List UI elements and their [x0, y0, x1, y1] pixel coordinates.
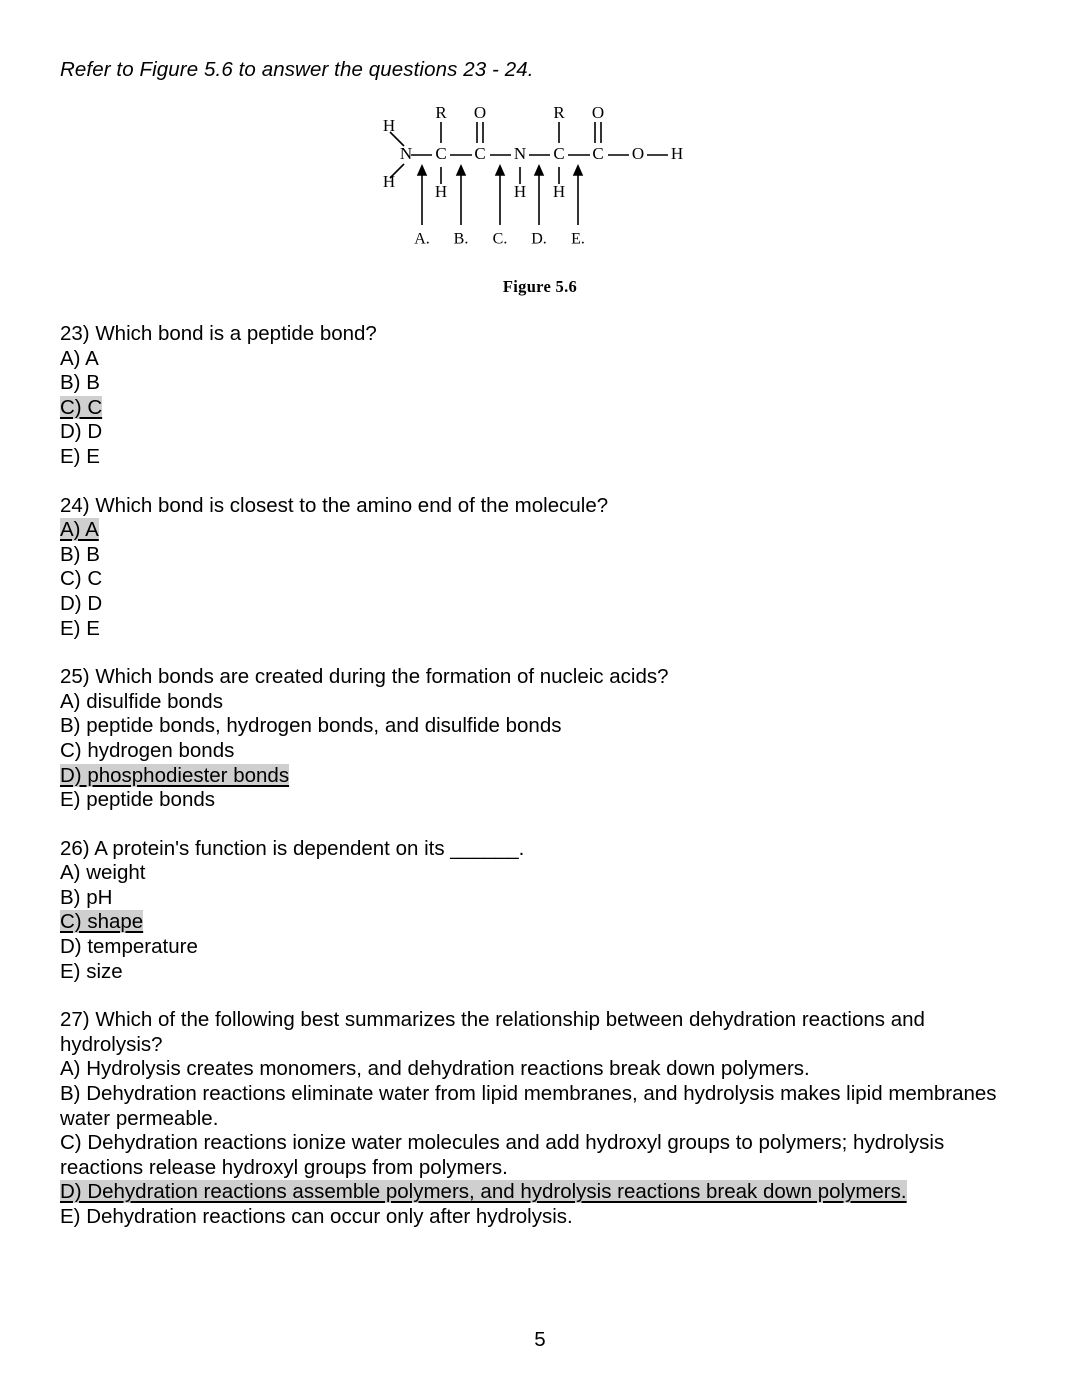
atom-label-h-amide: H: [513, 181, 527, 201]
answer-option-label: D) phosphodiester bonds: [60, 763, 290, 787]
question-stem: 25) Which bonds are created during the formation of nucleic acids?: [60, 665, 669, 689]
answer-option[interactable]: [60, 1131, 1020, 1180]
question-block: [60, 1008, 1020, 1229]
question-stem: 27) Which of the following best summarizes the relationship between dehydration reactions and hydrolysis?: [60, 1008, 925, 1056]
answer-option-label: E) size: [60, 959, 123, 983]
bond-label-c: C.: [492, 230, 508, 248]
bond-label-a: A.: [414, 230, 430, 248]
answer-option-label: C) C: [60, 567, 103, 591]
atom-label-c-carbonyl1: C: [474, 143, 486, 163]
answer-option[interactable]: [60, 690, 1020, 715]
answer-option[interactable]: [60, 1180, 1020, 1205]
page-number: 5: [534, 1328, 546, 1351]
atom-label-h-hydroxyl: H: [670, 143, 684, 163]
answer-option[interactable]: [60, 1082, 1020, 1131]
answer-option-label: D) temperature: [60, 935, 198, 959]
answer-option-label: A) A: [60, 346, 99, 370]
atom-label-h-alpha1: H: [434, 181, 448, 201]
answer-option[interactable]: [60, 617, 1020, 642]
bond-pointer-e: [574, 166, 582, 225]
answer-option-label: B) pH: [60, 885, 113, 909]
atom-label-o-hydroxyl: O: [631, 143, 645, 163]
answer-option-label: C) shape: [60, 910, 144, 934]
answer-option[interactable]: [60, 1057, 1020, 1082]
answer-option[interactable]: [60, 714, 1020, 739]
atom-label-h-alpha2: H: [552, 181, 566, 201]
bond-label-e: E.: [571, 230, 585, 248]
answer-option-label: B) B: [60, 542, 100, 566]
answer-option[interactable]: [60, 592, 1020, 617]
question-stem: 23) Which bond is a peptide bond?: [60, 322, 377, 345]
answer-option-label: B) Dehydration reactions eliminate water from lipid membranes, and hydrolysis makes lipid membranes water permeable.: [60, 1082, 997, 1130]
answer-option[interactable]: [60, 788, 1020, 813]
answer-option-label: A) disulfide bonds: [60, 689, 223, 713]
atom-label-c-alpha2: C: [553, 143, 565, 163]
answer-option-label: D) D: [60, 591, 103, 615]
answer-option[interactable]: [60, 347, 1020, 372]
answer-option[interactable]: [60, 960, 1020, 985]
answer-option[interactable]: [60, 1205, 1020, 1230]
answer-option[interactable]: [60, 543, 1020, 568]
figure-block: [0, 100, 1080, 297]
answer-option[interactable]: [60, 371, 1020, 396]
answer-option-label: A) A: [60, 518, 99, 542]
answer-option-label: C) hydrogen bonds: [60, 738, 235, 762]
question-block: [60, 322, 1020, 470]
answer-option[interactable]: [60, 567, 1020, 592]
bond-label-b: B.: [453, 230, 469, 248]
answer-option-label: E) peptide bonds: [60, 788, 216, 812]
answer-option-label: E) E: [60, 616, 100, 640]
atom-label-o-double2: O: [591, 102, 605, 122]
atom-label-r1: R: [435, 102, 447, 122]
bond-pointer-b: [457, 166, 465, 225]
atom-label-c-carbonyl2: C: [592, 143, 604, 163]
answer-option-label: C) C: [60, 395, 103, 419]
atom-label-r2: R: [553, 102, 565, 122]
answer-option[interactable]: [60, 518, 1020, 543]
answer-option-label: D) Dehydration reactions assemble polymers, and hydrolysis reactions break down polymers.: [60, 1180, 907, 1204]
answer-option[interactable]: [60, 396, 1020, 421]
question-block: [60, 494, 1020, 642]
answer-option[interactable]: [60, 445, 1020, 470]
atom-label-amine-h-top: H: [382, 115, 396, 135]
question-stem: 24) Which bond is closest to the amino end of the molecule?: [60, 493, 609, 517]
bond-pointer-c: [496, 166, 504, 225]
answer-option-label: A) Hydrolysis creates monomers, and dehydration reactions break down polymers.: [60, 1057, 810, 1081]
question-stem: 26) A protein's function is dependent on its ______.: [60, 836, 525, 860]
dipeptide-structure-diagram: [380, 100, 700, 255]
atom-label-amine-h-bottom: H: [382, 171, 396, 191]
answer-option-label: A) weight: [60, 861, 146, 885]
bond-pointer-d: [535, 166, 543, 225]
atom-label-c-alpha1: C: [435, 143, 447, 163]
figure-reference-instruction: Refer to Figure 5.6 to answer the questions 23 - 24.: [60, 58, 534, 81]
answer-option[interactable]: [60, 764, 1020, 789]
answer-option-label: B) peptide bonds, hydrogen bonds, and disulfide bonds: [60, 714, 562, 738]
answer-option-label: E) Dehydration reactions can occur only after hydrolysis.: [60, 1205, 573, 1228]
atom-label-n2: N: [513, 143, 527, 163]
figure-caption: Figure 5.6: [502, 277, 578, 296]
answer-option-label: B) B: [60, 371, 100, 395]
atom-label-n1: N: [399, 143, 413, 163]
answer-option[interactable]: [60, 935, 1020, 960]
atom-label-o-double1: O: [473, 102, 487, 122]
answer-option[interactable]: [60, 739, 1020, 764]
answer-option[interactable]: [60, 886, 1020, 911]
question-block: [60, 837, 1020, 985]
answer-option[interactable]: [60, 420, 1020, 445]
questions-container: [60, 322, 1020, 1254]
question-block: [60, 665, 1020, 813]
answer-option-label: E) E: [60, 444, 100, 468]
answer-option-label: C) Dehydration reactions ionize water molecules and add hydroxyl groups to polymers; hydrolysis reactions release hydroxyl groups from polymers.: [60, 1131, 945, 1179]
bond-pointer-a: [418, 166, 426, 225]
bond-label-d: D.: [531, 230, 547, 248]
answer-option[interactable]: [60, 910, 1020, 935]
answer-option[interactable]: [60, 861, 1020, 886]
answer-option-label: D) D: [60, 420, 103, 444]
